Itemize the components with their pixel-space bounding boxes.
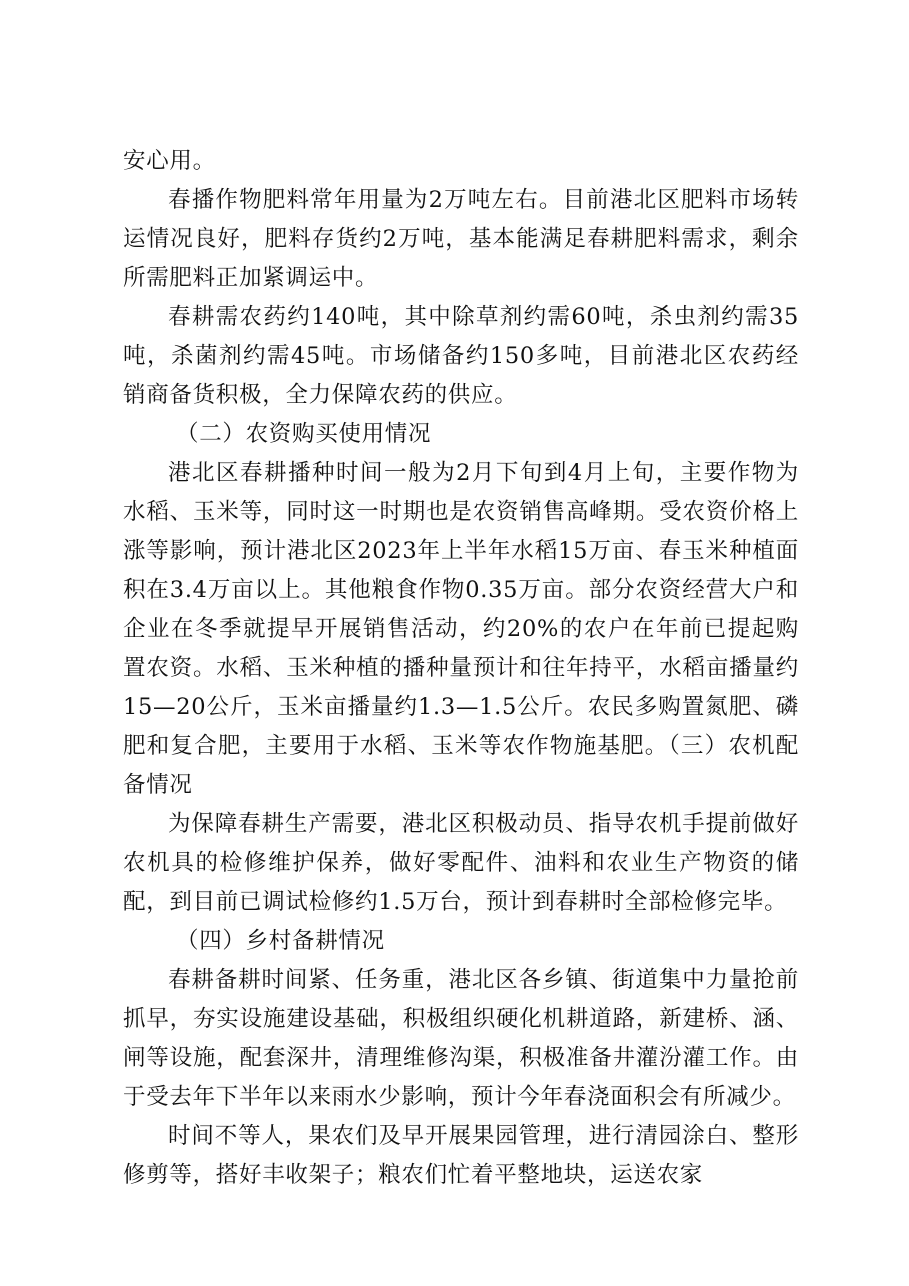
- paragraph-purchase: 港北区春耕播种时间一般为2月下旬到4月上旬，主要作物为水稻、玉米等，同时这一时期也是农资销售高峰期。受农资价格上涨等影响，预计港北区2023年上半年水稻15万亩、春玉米种植面积在3.4万亩以上。其他粮食作物0.35万亩。部分农资经营大户和企业在冬季就提早开展销售活动，约20%的农户在年前已提起购置农资。水稻、玉米种植的播种量预计和往年持平，水稻亩播量约15—20公斤，玉米亩播量约1.3—1.5公斤。农民多购置氮肥、磷肥和复合肥，主要用于水稻、玉米等农作物施基肥。（三）农机配备情况: [123, 460, 799, 798]
- paragraph-farmers: 时间不等人，果农们及早开展果园管理，进行清园涂白、整形修剪等，搭好丰收架子；粮农们忙着平整地块，运送农家: [123, 1123, 799, 1188]
- section-heading-purchase: （二）农资购买使用情况: [176, 421, 432, 447]
- paragraph-fertilizer: 春播作物肥料常年用量为2万吨左右。目前港北区肥料市场转运情况良好，肥料存货约2万吨，基本能满足春耕肥料需求，剩余所需肥料正加紧调运中。: [123, 187, 799, 291]
- paragraph-machinery: 为保障春耕生产需要，港北区积极动员、指导农机手提前做好农机具的检修维护保养，做好零配件、油料和农业生产物资的储配，到目前已调试检修约1.5万台，预计到春耕时全部检修完毕。: [123, 811, 799, 915]
- section-heading-village: （四）乡村备耕情况: [176, 928, 385, 954]
- paragraph-village: 春耕备耕时间紧、任务重，港北区各乡镇、街道集中力量抢前抓早，夯实设施建设基础，积极组织硬化机耕道路，新建桥、涵、闸等设施，配套深井，清理维修沟渠，积极准备井灌汾灌工作。由于受去年下半年以来雨水少影响，预计今年春浇面积会有所减少。: [123, 967, 799, 1110]
- paragraph-pesticide: 春耕需农药约140吨，其中除草剂约需60吨，杀虫剂约需35吨，杀菌剂约需45吨。市场储备约150多吨，目前港北区农药经销商备货积极，全力保障农药的供应。: [123, 304, 799, 408]
- paragraph-continuation: 安心用。: [123, 148, 216, 174]
- document-body: [123, 142, 799, 1195]
